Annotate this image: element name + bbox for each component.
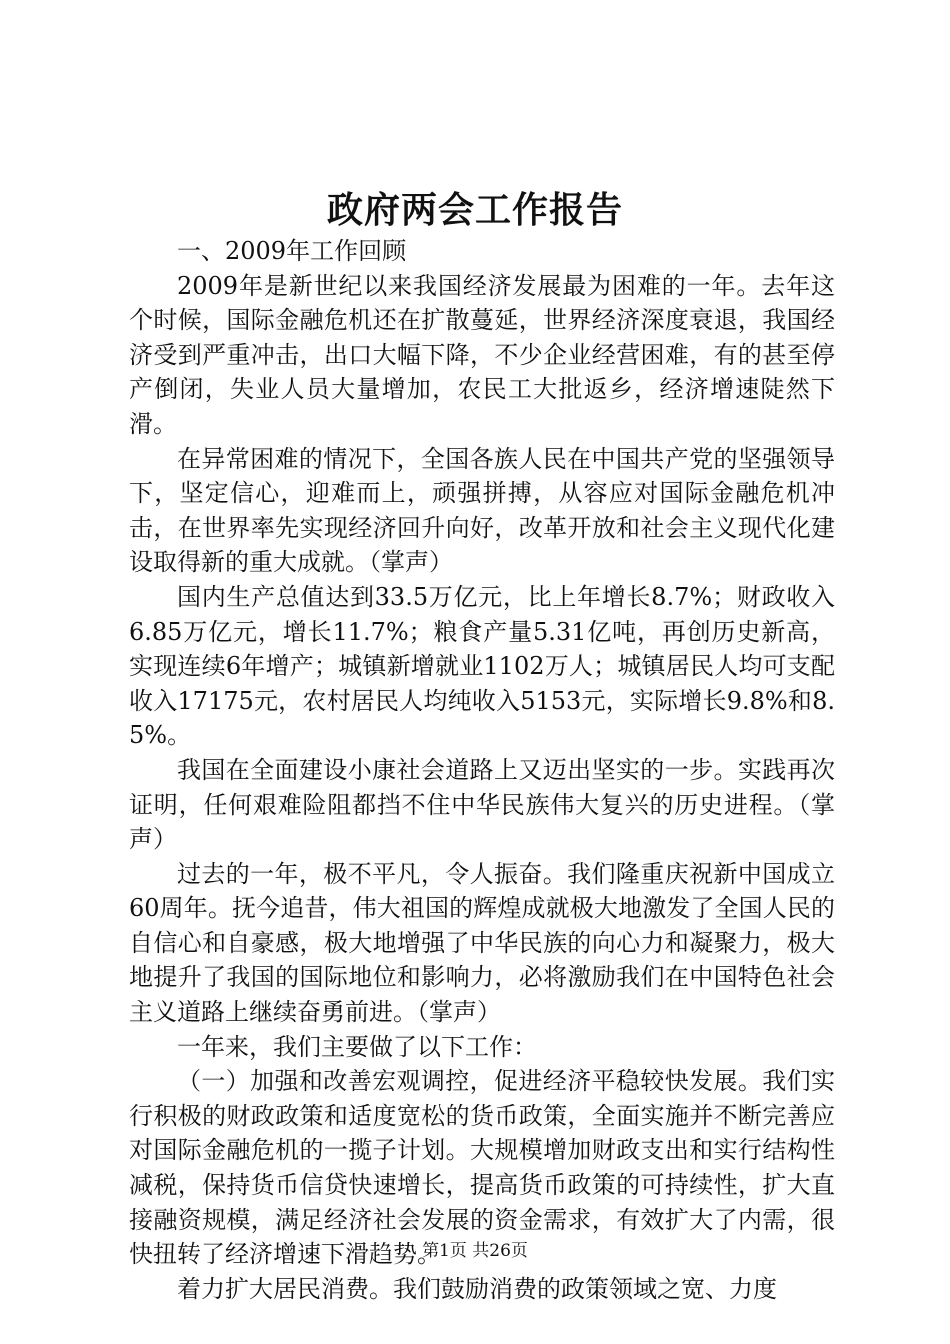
page-footer: 第1页 共26页 [422, 1241, 528, 1261]
document-body [129, 234, 835, 1306]
paragraph: （一）加强和改善宏观调控，促进经济平稳较快发展。我们实行积极的财政政策和适度宽松的货币政策，全面实施并不断完善应对国际金融危机的一揽子计划。大规模增加财政支出和实行结构性减税，保持货币信贷快速增长，提高货币政策的可持续性，扩大直接融资规模，满足经济社会发展的资金需求，有效扩大了内需，很快扭转了经济增速下滑趋势。 [129, 1067, 835, 1269]
paragraph: 在异常困难的情况下，全国各族人民在中国共产党的坚强领导下，坚定信心，迎难而上，顽强拼搏，从容应对国际金融危机冲击，在世界率先实现经济回升向好，改革开放和社会主义现代化建设取得新的重大成就。（掌声） [129, 444, 835, 577]
section-heading: 一、2009年工作回顾 [177, 237, 407, 265]
document-title: 政府两会工作报告 [326, 189, 623, 231]
paragraph: 2009年是新世纪以来我国经济发展最为困难的一年。去年这个时候，国际金融危机还在扩散蔓延，世界经济深度衰退，我国经济受到严重冲击，出口大幅下降，不少企业经营困难，有的甚至停产倒闭，失业人员大量增加，农民工大批返乡，经济增速陡然下滑。 [129, 271, 835, 438]
paragraph: 国内生产总值达到33.5万亿元，比上年增长8.7%；财政收入6.85万亿元，增长11.7%；粮食产量5.31亿吨，再创历史新高，实现连续6年增产；城镇新增就业1102万人；城镇居民人均可支配收入17175元，农村居民人均纯收入5153元，实际增长9.8%和8.5%。 [129, 582, 835, 750]
paragraph: 过去的一年，极不平凡，令人振奋。我们隆重庆祝新中国成立60周年。抚今追昔，伟大祖国的辉煌成就极大地激发了全国人民的自信心和自豪感，极大地增强了中华民族的向心力和凝聚力，极大地提升了我国的国际地位和影响力，必将激励我们在中国特色社会主义道路上继续奋勇前进。（掌声） [129, 859, 835, 1027]
paragraph: 着力扩大居民消费。我们鼓励消费的政策领域之宽、力度 [177, 1274, 777, 1303]
paragraph: 我国在全面建设小康社会道路上又迈出坚实的一步。实践再次证明，任何艰难险阻都挡不住中华民族伟大复兴的历史进程。（掌声） [129, 755, 835, 854]
paragraph: 一年来，我们主要做了以下工作： [177, 1032, 537, 1061]
